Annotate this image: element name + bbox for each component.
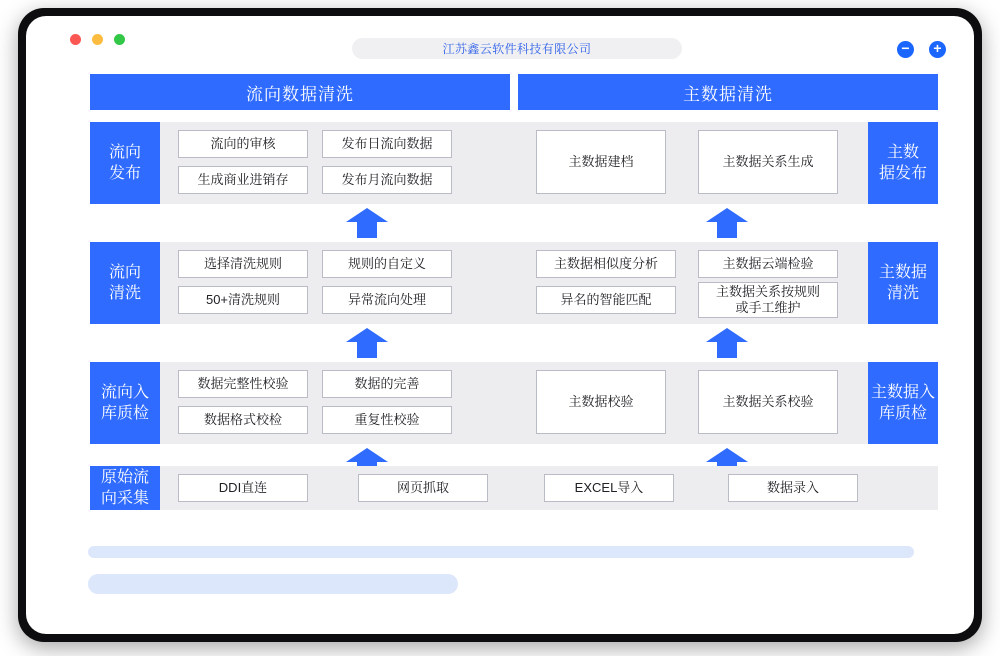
cell-master-data-cloud-verify[interactable]: 主数据云端检验	[698, 250, 838, 278]
arrow-up-liuxiang-to-cleaning	[346, 328, 388, 358]
process-diagram	[50, 68, 950, 507]
cell-generate-commercial-inventory[interactable]: 生成商业进销存	[178, 166, 308, 194]
row-label-liuxiang-publish-text: 流向 发布	[108, 144, 141, 182]
header-liuxiang-cleaning: 流向数据清洗	[90, 74, 510, 110]
cell-master-data-archive[interactable]: 主数据建档	[536, 130, 666, 194]
cell-excel-import[interactable]: EXCEL导入	[544, 474, 674, 502]
cell-duplication-check[interactable]: 重复性校验	[322, 406, 452, 434]
cell-liuxiang-audit[interactable]: 流向的审核	[178, 130, 308, 158]
cell-publish-daily-liuxiang[interactable]: 发布日流向数据	[322, 130, 452, 158]
cell-custom-rule[interactable]: 规则的自定义	[322, 250, 452, 278]
row-label-master-publish-text: 主数 据发布	[878, 144, 927, 182]
placeholder-bar-short	[88, 574, 458, 594]
window-maximize-button[interactable]	[114, 34, 125, 45]
row-label-liuxiang-publish	[90, 122, 160, 204]
arrow-up-master-to-cleaning	[706, 328, 748, 358]
arrow-up-master-to-publish	[706, 208, 748, 238]
row-label-liuxiang-cleaning	[90, 242, 160, 324]
row-label-master-publish	[868, 122, 938, 204]
row-label-raw-collection	[90, 466, 160, 510]
cell-web-scraping[interactable]: 网页抓取	[358, 474, 488, 502]
cell-data-completion[interactable]: 数据的完善	[322, 370, 452, 398]
cell-publish-monthly-liuxiang[interactable]: 发布月流向数据	[322, 166, 452, 194]
row-label-raw-collection-text: 原始流 向采集	[100, 469, 149, 507]
cell-master-data-verify[interactable]: 主数据校验	[536, 370, 666, 434]
device-frame	[18, 8, 982, 642]
cell-ddi-direct[interactable]: DDI直连	[178, 474, 308, 502]
row-label-master-cleaning-text: 主数据 清洗	[878, 264, 927, 302]
window-minimize-button[interactable]	[92, 34, 103, 45]
cell-master-data-relation-maintain[interactable]: 主数据关系按规则 或手工维护	[698, 282, 838, 318]
cell-50-plus-cleaning-rules[interactable]: 50+清洗规则	[178, 286, 308, 314]
cell-abnormal-liuxiang-handling[interactable]: 异常流向处理	[322, 286, 452, 314]
row-label-master-cleaning	[868, 242, 938, 324]
row-label-liuxiang-cleaning-text: 流向 清洗	[108, 264, 141, 302]
row-label-master-quality-check	[868, 362, 938, 444]
zoom-in-button[interactable]: +	[929, 41, 946, 58]
cell-master-data-relation-verify[interactable]: 主数据关系校验	[698, 370, 838, 434]
window-close-button[interactable]	[70, 34, 81, 45]
cell-master-data-relation-generate[interactable]: 主数据关系生成	[698, 130, 838, 194]
row-label-liuxiang-quality-check-text: 流向入 库质检	[100, 384, 149, 422]
address-bar-text: 江苏鑫云软件科技有限公司	[442, 42, 592, 56]
header-master-cleaning: 主数据清洗	[518, 74, 938, 110]
cell-select-cleaning-rule[interactable]: 选择清洗规则	[178, 250, 308, 278]
row-label-master-quality-check-text: 主数据入 库质检	[870, 384, 935, 422]
address-bar[interactable]	[352, 38, 682, 59]
cell-data-format-check[interactable]: 数据格式校检	[178, 406, 308, 434]
browser-screen	[26, 16, 974, 634]
cell-data-integrity-check[interactable]: 数据完整性校验	[178, 370, 308, 398]
cell-manual-entry[interactable]: 数据录入	[728, 474, 858, 502]
row-label-liuxiang-quality-check	[90, 362, 160, 444]
cell-master-data-similarity-analysis[interactable]: 主数据相似度分析	[536, 250, 676, 278]
arrow-up-liuxiang-to-publish	[346, 208, 388, 238]
zoom-out-button[interactable]: −	[897, 41, 914, 58]
placeholder-bar-long	[88, 546, 914, 558]
browser-titlebar	[26, 16, 974, 68]
cell-alias-smart-match[interactable]: 异名的智能匹配	[536, 286, 676, 314]
